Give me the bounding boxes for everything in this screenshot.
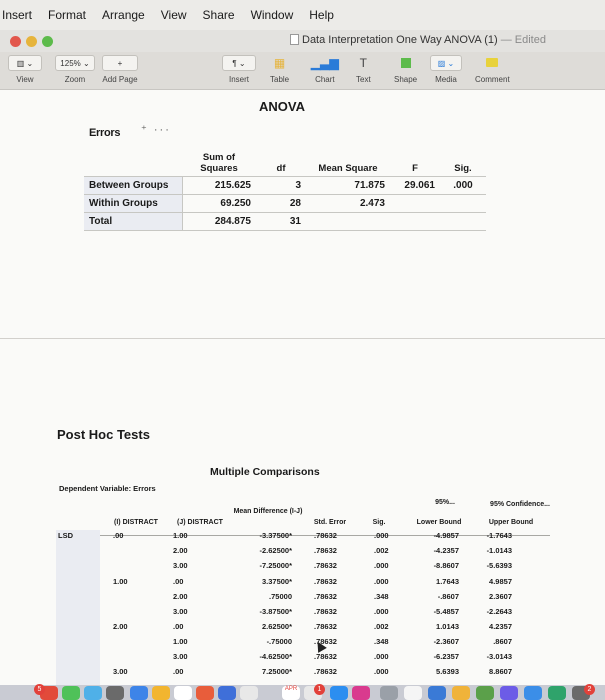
mc-cell-upper: 8.8607: [489, 667, 512, 676]
mc-cell-sig: .348: [374, 637, 389, 646]
anova-cell-ms: 2.473: [306, 194, 390, 212]
anova-cell-f: [390, 194, 440, 212]
app-icon-notes[interactable]: [240, 686, 258, 700]
anova-cell-ms: 71.875: [306, 176, 390, 194]
mc-cell-sig: .000: [374, 577, 389, 586]
app-icon-preview[interactable]: [404, 686, 422, 700]
app-icon-appstore[interactable]: [330, 686, 348, 700]
sidebar-icon: ▥ ⌄: [8, 55, 42, 71]
anova-header-df: df: [276, 162, 286, 174]
anova-header-ss: Sum of Squares: [200, 151, 238, 174]
mc-cell-se: .78632: [314, 531, 337, 540]
mc-cell-lower: 5.6393: [436, 667, 459, 676]
menu-window[interactable]: Window: [250, 8, 294, 22]
mc-row: [56, 546, 550, 558]
mc-row: [56, 667, 550, 679]
mc-cell-i: 2.00: [113, 622, 128, 631]
anova-cell-df: 3: [256, 176, 306, 194]
mc-cell-upper: -1.0143: [486, 546, 512, 555]
mc-cell-diff: -2.62500*: [259, 546, 292, 555]
mc-cell-upper: 2.3607: [489, 592, 512, 601]
mc-cell-se: .78632: [314, 637, 337, 646]
anova-row-label: Between Groups: [84, 176, 182, 194]
mc-cell-lower: -4.9857: [433, 531, 459, 540]
document-icon: [290, 34, 299, 45]
anova-header-f: F: [412, 162, 418, 174]
media-label: Media: [435, 75, 457, 84]
mc-cell-se: .78632: [314, 577, 337, 586]
anova-cell-sig: [440, 194, 486, 212]
mc-cell-sig: .000: [374, 652, 389, 661]
zoom-label: Zoom: [64, 75, 86, 84]
fullscreen-button[interactable]: [42, 36, 53, 47]
app-icon-word[interactable]: [218, 686, 236, 700]
mc-cell-j: 3.00: [173, 652, 188, 661]
plus-icon: +: [102, 55, 138, 71]
anova-header-sig: Sig.: [454, 162, 472, 174]
multiple-comparisons-title: Multiple Comparisons: [210, 466, 320, 478]
mc-cell-se: .78632: [314, 546, 337, 555]
window-title: [290, 34, 546, 46]
mc-cell-lower: -4.2357: [433, 546, 459, 555]
close-button[interactable]: [10, 36, 21, 47]
app-icon-trash[interactable]: [572, 686, 590, 700]
anova-cell-df: 31: [256, 212, 306, 230]
title-bar: [0, 30, 605, 52]
mc-cell-se: .78632: [314, 652, 337, 661]
insert-label: Insert: [228, 75, 249, 84]
mc-cell-j: 2.00: [173, 546, 188, 555]
menu-format[interactable]: Format: [48, 8, 87, 22]
mc-cell-diff: 7.25000*: [261, 667, 292, 676]
add-page-button[interactable]: [102, 55, 138, 84]
anova-corner: [84, 142, 182, 176]
mc-cell-diff: -.75000: [266, 637, 292, 646]
anova-table: [84, 142, 486, 231]
mc-cell-diff: -3.37500*: [259, 531, 292, 540]
mc-header-se: Std. Error: [313, 519, 347, 526]
app-icon-chrome[interactable]: [152, 686, 170, 700]
anova-cell-ss: 284.875: [182, 212, 256, 230]
app-icon-facetime[interactable]: [62, 686, 80, 700]
app-icon-messages[interactable]: [84, 686, 102, 700]
mc-row: [56, 637, 550, 649]
menu-insert[interactable]: Insert: [2, 8, 33, 22]
anova-row-within: [84, 194, 486, 212]
mc-cell-diff: -7.25000*: [259, 561, 292, 570]
anova-row-total: [84, 212, 486, 230]
app-icon-pages[interactable]: [452, 686, 470, 700]
anova-cell-sig: .000: [440, 176, 486, 194]
app-icon-numbers[interactable]: [476, 686, 494, 700]
mc-cell-j: 2.00: [173, 592, 188, 601]
mc-cell-se: .78632: [314, 561, 337, 570]
mc-cell-i: .00: [113, 531, 124, 540]
ci-header-top-left: 95%...: [435, 499, 455, 506]
menu-share[interactable]: Share: [202, 8, 235, 22]
mc-cell-j: 1.00: [173, 531, 188, 540]
mc-cell-upper: 4.2357: [489, 622, 512, 631]
ci-header-top-right: 95% Confidence...: [490, 501, 550, 508]
text-icon: T: [359, 56, 367, 70]
mc-header-sig: Sig.: [372, 519, 386, 526]
page-break: [0, 338, 605, 339]
document-page[interactable]: [0, 90, 605, 685]
mc-row: [56, 577, 550, 589]
zoom-select[interactable]: 125% ⌄: [55, 55, 95, 71]
comment-button[interactable]: [475, 55, 510, 84]
comment-label: Comment: [475, 75, 510, 84]
mc-cell-j: .00: [173, 577, 184, 586]
mc-cell-diff: 2.62500*: [261, 622, 292, 631]
app-icon-launchpad[interactable]: [106, 686, 124, 700]
anova-row-between: [84, 176, 486, 194]
anova-cell-f: 29.061: [390, 176, 440, 194]
app-icon-safari[interactable]: [130, 686, 148, 700]
paragraph-icon: ¶ ⌄: [222, 55, 256, 71]
anova-cell-ss: 69.250: [182, 194, 256, 212]
anova-cell-ss: 215.625: [182, 176, 256, 194]
anova-row-label: Total: [84, 212, 182, 230]
dock: [0, 685, 605, 700]
mc-cell-sig: .002: [374, 622, 389, 631]
shape-label: Shape: [394, 75, 418, 84]
mc-cell-j: .00: [173, 667, 184, 676]
mc-row: [56, 622, 550, 634]
mc-header-j: (J) DISTRACT: [177, 519, 223, 526]
comment-icon: [486, 58, 498, 67]
anova-cell-f: [390, 212, 440, 230]
app-icon-reminders[interactable]: [304, 686, 322, 700]
media-button[interactable]: [430, 55, 462, 84]
menu-view[interactable]: View: [160, 8, 187, 22]
mc-cell-se: .78632: [314, 607, 337, 616]
dock-badge: 2: [584, 684, 595, 695]
app-icon-itunes[interactable]: [352, 686, 370, 700]
app-icon-other[interactable]: [500, 686, 518, 700]
anova-header-row: [84, 142, 486, 176]
edited-status: — Edited: [500, 34, 546, 46]
mc-cell-upper: .8607: [493, 637, 512, 646]
mc-cell-lower: -.8607: [437, 592, 459, 601]
posthoc-heading: Post Hoc Tests: [57, 427, 150, 442]
mc-cell-sig: .348: [374, 592, 389, 601]
add-page-label: Add Page: [102, 75, 138, 84]
anova-cell-sig: [440, 212, 486, 230]
mc-cell-j: 3.00: [173, 561, 188, 570]
mc-cell-se: .78632: [314, 592, 337, 601]
mc-cell-lower: 1.0143: [436, 622, 459, 631]
menu-help[interactable]: Help: [309, 8, 334, 22]
mc-cell-lower: 1.7643: [436, 577, 459, 586]
mc-cell-se: .78632: [314, 667, 337, 676]
mc-row: [56, 652, 550, 664]
shape-button[interactable]: [394, 55, 417, 84]
mc-row: [56, 531, 550, 543]
mc-cell-j: .00: [173, 622, 184, 631]
app-icon-photos[interactable]: [174, 686, 192, 700]
mc-cell-lower: -5.4857: [433, 607, 459, 616]
mc-cell-lower: -6.2357: [433, 652, 459, 661]
mc-test-label: LSD: [58, 531, 73, 540]
app-icon-finder[interactable]: [524, 686, 542, 700]
mc-cell-upper: 4.9857: [489, 577, 512, 586]
mc-cell-j: 1.00: [173, 637, 188, 646]
menu-bar: [0, 0, 605, 30]
anova-header-ms: Mean Square: [318, 162, 378, 174]
chart-icon: ▁▃▆: [311, 56, 339, 70]
mc-row: [56, 607, 550, 619]
mc-cell-sig: .000: [374, 667, 389, 676]
minimize-button[interactable]: [26, 36, 37, 47]
anova-dependent-label: Errors: [89, 127, 121, 139]
text-button[interactable]: [356, 55, 371, 84]
zoom-control[interactable]: [55, 55, 95, 84]
app-icon-mail[interactable]: [37, 686, 58, 700]
chart-button[interactable]: [311, 55, 339, 84]
mc-cell-upper: -2.2643: [486, 607, 512, 616]
mc-cell-diff: -3.87500*: [259, 607, 292, 616]
app-icon-music[interactable]: [196, 686, 214, 700]
mc-cell-i: 3.00: [113, 667, 128, 676]
mc-cell-sig: .000: [374, 607, 389, 616]
mc-cell-sig: .000: [374, 561, 389, 570]
view-label: View: [16, 75, 34, 84]
document-name: Data Interpretation One Way ANOVA (1): [302, 34, 498, 46]
mc-cell-diff: 3.37500*: [261, 577, 292, 586]
mc-cell-diff: .75000: [269, 592, 292, 601]
mc-header-mean-diff: Mean Difference (I-J): [233, 508, 303, 515]
mc-cell-diff: -4.62500*: [259, 652, 292, 661]
mc-cell-i: 1.00: [113, 577, 128, 586]
app-icon-preferences[interactable]: [380, 686, 398, 700]
chart-label: Chart: [315, 75, 335, 84]
anova-title: ANOVA: [259, 99, 305, 114]
table-icon: ▦: [273, 56, 286, 70]
mc-header-upper: Upper Bound: [488, 519, 534, 526]
view-button[interactable]: [8, 55, 42, 84]
mc-cell-upper: -1.7643: [486, 531, 512, 540]
table-label: Table: [270, 75, 290, 84]
mc-cell-j: 3.00: [173, 607, 188, 616]
app-icon-keynote[interactable]: [428, 686, 446, 700]
anova-cell-df: 28: [256, 194, 306, 212]
more-icon: ⁺ ···: [141, 124, 171, 136]
dock-badge: 5: [34, 684, 45, 695]
mc-cell-upper: -3.0143: [486, 652, 512, 661]
dock-badge: 1: [314, 684, 325, 695]
mc-header-lower: Lower Bound: [416, 519, 462, 526]
anova-row-label: Within Groups: [84, 194, 182, 212]
menu-arrange[interactable]: Arrange: [102, 8, 145, 22]
app-icon-calendar[interactable]: [282, 686, 300, 700]
mc-cell-lower: -8.8607: [433, 561, 459, 570]
text-label: Text: [356, 75, 371, 84]
mc-cell-upper: -5.6393: [486, 561, 512, 570]
mc-cell-lower: -2.3607: [433, 637, 459, 646]
mc-row: [56, 592, 550, 604]
calendar-month: APR: [284, 686, 298, 692]
table-button[interactable]: [270, 55, 289, 84]
app-icon-teams[interactable]: [548, 686, 566, 700]
mc-row: [56, 561, 550, 573]
mc-cell-se: .78632: [314, 622, 337, 631]
mc-cell-sig: .002: [374, 546, 389, 555]
anova-cell-ms: [306, 212, 390, 230]
shape-icon: [401, 58, 411, 68]
insert-button[interactable]: [222, 55, 256, 84]
media-icon: ▨ ⌄: [430, 55, 462, 71]
zoom-value: 125%: [60, 58, 81, 68]
toolbar: [0, 52, 605, 90]
mc-cell-sig: .000: [374, 531, 389, 540]
mc-header-i: (I) DISTRACT: [114, 519, 158, 526]
dependent-variable-label: Dependent Variable: Errors: [59, 484, 156, 493]
